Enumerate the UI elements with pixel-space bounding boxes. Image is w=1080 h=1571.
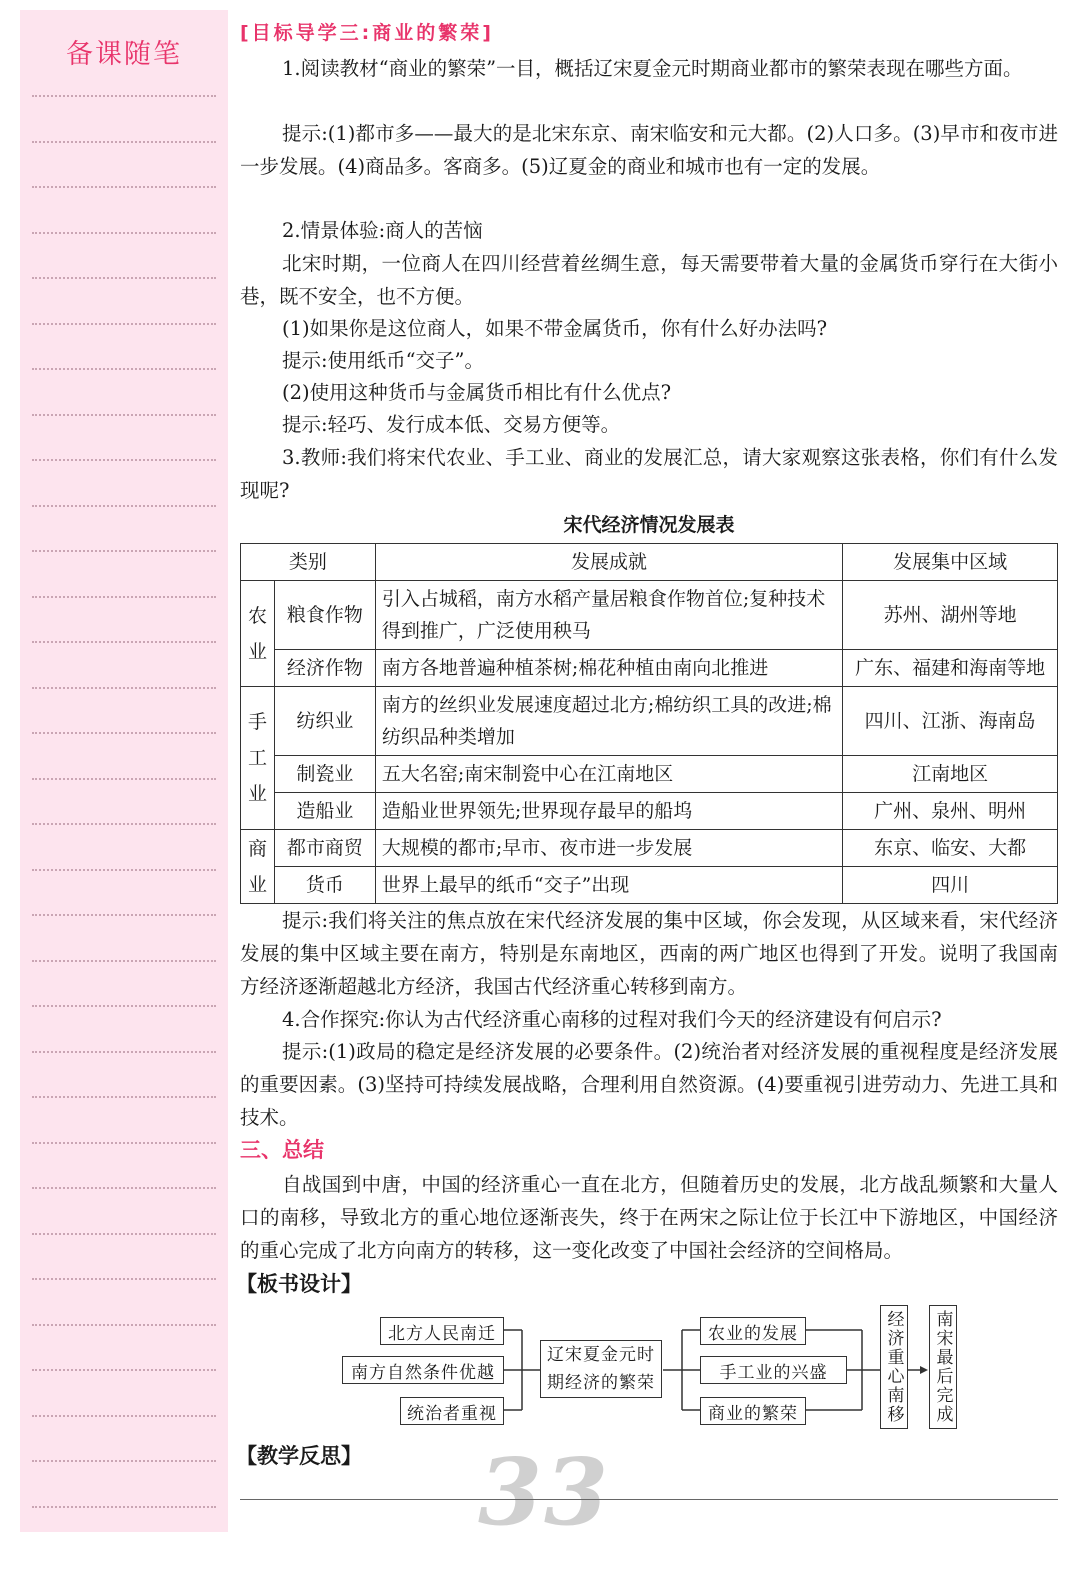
question-2-2: (2)使用这种货币与金属货币相比有什么优点? <box>282 381 672 404</box>
row-region: 广州、泉州、明州 <box>843 793 1058 830</box>
row-achievement: 造船业世界领先;世界现存最早的船坞 <box>375 793 842 830</box>
question-4: 4.合作探究:你认为古代经济重心南移的过程对我们今天的经济建设有何启示? <box>282 1008 942 1031</box>
table-title: 宋代经济情况发展表 <box>563 514 735 536</box>
header-category: 类别 <box>241 544 376 581</box>
row-achievement: 引入占城稻，南方水稻产量居粮食作物首位;复种技术得到推广，广泛使用秧马 <box>375 581 842 650</box>
group-commerce: 商业 <box>241 830 275 904</box>
board-final: 南宋最后完成 <box>929 1305 957 1429</box>
board-cause-migration: 北方人民南迁 <box>380 1317 504 1345</box>
sidebar-title: 备课随笔 <box>66 39 182 70</box>
row-achievement: 南方各地普遍种植茶树;棉花种植由南向北推进 <box>375 650 842 687</box>
row-sub: 造船业 <box>274 793 375 830</box>
question-1: 1.阅读教材“商业的繁荣”一目，概括辽宋夏金元时期商业都市的繁荣表现在哪些方面。 <box>282 57 1023 80</box>
reflection-heading: 【教学反思】 <box>236 1444 362 1468</box>
question-2-1: (1)如果你是这位商人，如果不带金属货币，你有什么好办法吗? <box>282 317 828 340</box>
row-sub: 经济作物 <box>274 650 375 687</box>
board-design-heading: 【板书设计】 <box>236 1272 362 1296</box>
section-label: [目标导学三:商业的繁荣] <box>240 22 494 44</box>
row-sub: 制瓷业 <box>274 756 375 793</box>
answer-2-1: 提示:使用纸币“交子”。 <box>282 349 485 372</box>
row-achievement: 世界上最早的纸币“交子”出现 <box>375 867 842 904</box>
board-cause-rulers: 统治者重视 <box>400 1397 504 1425</box>
question-2-scene: 北宋时期，一位商人在四川经营着丝绸生意，每天需要带着大量的金属货币穿行在大街小巷，既不安全，也不方便。 <box>240 252 1058 308</box>
row-sub: 粮食作物 <box>274 581 375 650</box>
row-region: 四川、江浙、海南岛 <box>843 687 1058 756</box>
board-cause-nature: 南方自然条件优越 <box>342 1356 504 1384</box>
board-result-handicraft: 手工业的兴盛 <box>700 1356 847 1384</box>
answer-3: 提示:我们将关注的焦点放在宋代经济发展的集中区域，你会发现，从区域来看，宋代经济发展的集中区域主要在南方，特别是东南地区，西南的两广地区也得到了开发。说明了我国南方经济逐渐超越北方经济，我国古代经济重心转移到南方。 <box>240 909 1058 998</box>
header-achievement: 发展成就 <box>375 544 842 581</box>
row-sub: 纺织业 <box>274 687 375 756</box>
board-shift: 经济重心南移 <box>880 1305 908 1429</box>
bottom-rule <box>240 1499 1058 1500</box>
row-sub: 都市商贸 <box>274 830 375 867</box>
row-region: 四川 <box>843 867 1058 904</box>
answer-1: 提示:(1)都市多——最大的是北宋东京、南宋临安和元大都。(2)人口多。(3)早市和夜市进一步发展。(4)商品多。客商多。(5)辽夏金的商业和城市也有一定的发展。 <box>240 122 1058 178</box>
question-3: 3.教师:我们将宋代农业、手工业、商业的发展汇总，请大家观察这张表格，你们有什么发现呢? <box>240 446 1058 502</box>
row-region: 苏州、湖州等地 <box>843 581 1058 650</box>
group-handicraft: 手工业 <box>241 687 275 830</box>
page-number: 33 <box>478 1438 611 1546</box>
row-region: 东京、临安、大都 <box>843 830 1058 867</box>
row-sub: 货币 <box>274 867 375 904</box>
row-achievement: 五大名窑;南宋制瓷中心在江南地区 <box>375 756 842 793</box>
answer-4: 提示:(1)政局的稳定是经济发展的必要条件。(2)统治者对经济发展的重视程度是经济发展的重要因素。(3)坚持可持续发展战略，合理利用自然资源。(4)要重视引进劳动力、先进工具和技术。 <box>240 1040 1058 1129</box>
header-region: 发展集中区域 <box>843 544 1058 581</box>
board-center: 辽宋夏金元时期经济的繁荣 <box>540 1340 662 1398</box>
row-region: 广东、福建和海南等地 <box>843 650 1058 687</box>
group-agriculture: 农业 <box>241 581 275 687</box>
summary-heading: 三、总结 <box>240 1138 324 1162</box>
question-2: 2.情景体验:商人的苦恼 <box>282 219 483 242</box>
row-achievement: 南方的丝织业发展速度超过北方;棉纺织工具的改进;棉纺织品种类增加 <box>375 687 842 756</box>
board-result-commerce: 商业的繁荣 <box>700 1397 806 1425</box>
row-region: 江南地区 <box>843 756 1058 793</box>
board-result-agriculture: 农业的发展 <box>700 1317 806 1345</box>
row-achievement: 大规模的都市;早市、夜市进一步发展 <box>375 830 842 867</box>
summary-text: 自战国到中唐，中国的经济重心一直在北方，但随着历史的发展，北方战乱频繁和大量人口的南移，导致北方的重心地位逐渐丧失，终于在两宋之际让位于长江中下游地区，中国经济的重心完成了北方向南方的转移，这一变化改变了中国社会经济的空间格局。 <box>240 1173 1058 1262</box>
answer-2-2: 提示:轻巧、发行成本低、交易方便等。 <box>282 413 621 436</box>
